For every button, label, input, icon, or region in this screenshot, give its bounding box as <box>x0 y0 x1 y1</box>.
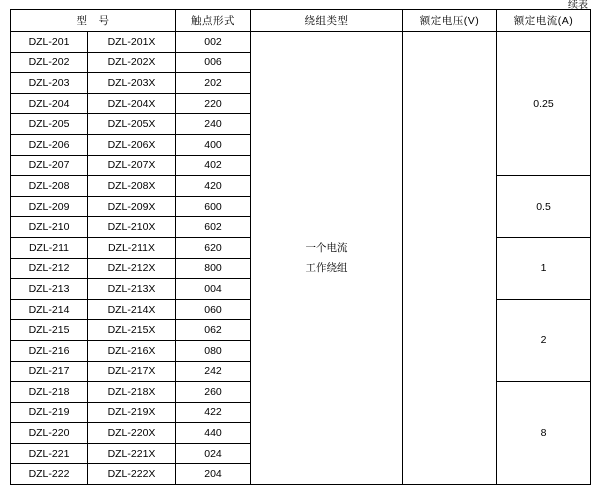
cell-rated-current: 2 <box>497 299 591 381</box>
cell-model-b: DZL-209X <box>88 196 176 217</box>
cell-contact-form: 202 <box>176 73 251 94</box>
cell-contact-form: 400 <box>176 134 251 155</box>
cell-model-a: DZL-216 <box>11 340 88 361</box>
cell-model-b: DZL-207X <box>88 155 176 176</box>
cell-model-a: DZL-202 <box>11 52 88 73</box>
cell-contact-form: 620 <box>176 237 251 258</box>
cell-model-a: DZL-207 <box>11 155 88 176</box>
cell-model-a: DZL-222 <box>11 464 88 485</box>
cell-winding-type <box>251 32 403 485</box>
cell-model-a: DZL-221 <box>11 443 88 464</box>
cell-model-b: DZL-212X <box>88 258 176 279</box>
cell-contact-form: 242 <box>176 361 251 382</box>
cell-contact-form: 024 <box>176 443 251 464</box>
winding-line-1: 一个电流 <box>305 242 348 255</box>
cell-model-b: DZL-213X <box>88 279 176 300</box>
cell-contact-form: 006 <box>176 52 251 73</box>
cell-contact-form: 080 <box>176 340 251 361</box>
cell-contact-form: 004 <box>176 279 251 300</box>
cell-model-a: DZL-211 <box>11 237 88 258</box>
cell-model-b: DZL-210X <box>88 217 176 238</box>
cell-rated-current: 0.25 <box>497 32 591 176</box>
cell-contact-form: 260 <box>176 382 251 403</box>
cell-model-a: DZL-213 <box>11 279 88 300</box>
cell-contact-form: 204 <box>176 464 251 485</box>
specification-table <box>10 9 591 485</box>
cell-contact-form: 240 <box>176 114 251 135</box>
cell-model-b: DZL-217X <box>88 361 176 382</box>
cell-model-a: DZL-205 <box>11 114 88 135</box>
cell-contact-form: 402 <box>176 155 251 176</box>
cell-model-b: DZL-202X <box>88 52 176 73</box>
cell-contact-form: 422 <box>176 402 251 423</box>
winding-line-2: 工作绕组 <box>305 262 348 275</box>
cell-model-b: DZL-216X <box>88 340 176 361</box>
cell-rated-voltage <box>403 32 497 485</box>
cell-model-b: DZL-204X <box>88 93 176 114</box>
table-header-row <box>11 10 591 32</box>
cell-model-b: DZL-221X <box>88 443 176 464</box>
cell-model-b: DZL-201X <box>88 32 176 53</box>
cell-model-b: DZL-203X <box>88 73 176 94</box>
cell-contact-form: 800 <box>176 258 251 279</box>
cell-contact-form: 600 <box>176 196 251 217</box>
cell-rated-current: 8 <box>497 382 591 485</box>
cell-contact-form: 420 <box>176 176 251 197</box>
cell-model-a: DZL-214 <box>11 299 88 320</box>
header-contact-form: 触点形式 <box>176 10 251 32</box>
cell-contact-form: 602 <box>176 217 251 238</box>
continued-table-label: 续表 <box>568 0 588 11</box>
cell-model-b: DZL-206X <box>88 134 176 155</box>
cell-model-a: DZL-219 <box>11 402 88 423</box>
cell-model-b: DZL-214X <box>88 299 176 320</box>
cell-model-a: DZL-217 <box>11 361 88 382</box>
cell-model-a: DZL-212 <box>11 258 88 279</box>
cell-model-b: DZL-215X <box>88 320 176 341</box>
cell-model-b: DZL-205X <box>88 114 176 135</box>
cell-model-a: DZL-201 <box>11 32 88 53</box>
cell-model-a: DZL-215 <box>11 320 88 341</box>
table-body <box>11 32 591 485</box>
cell-contact-form: 062 <box>176 320 251 341</box>
cell-contact-form: 220 <box>176 93 251 114</box>
cell-model-b: DZL-211X <box>88 237 176 258</box>
header-model: 型 号 <box>11 10 176 32</box>
cell-model-b: DZL-220X <box>88 423 176 444</box>
header-rated-voltage: 额定电压(V) <box>403 10 497 32</box>
header-rated-current: 额定电流(A) <box>497 10 591 32</box>
cell-model-b: DZL-208X <box>88 176 176 197</box>
cell-model-a: DZL-218 <box>11 382 88 403</box>
cell-model-b: DZL-222X <box>88 464 176 485</box>
cell-model-a: DZL-208 <box>11 176 88 197</box>
cell-model-a: DZL-206 <box>11 134 88 155</box>
header-winding-type: 绕组类型 <box>251 10 403 32</box>
cell-contact-form: 002 <box>176 32 251 53</box>
cell-model-b: DZL-219X <box>88 402 176 423</box>
cell-rated-current: 1 <box>497 237 591 299</box>
table-row <box>11 32 591 53</box>
cell-contact-form: 060 <box>176 299 251 320</box>
cell-model-a: DZL-220 <box>11 423 88 444</box>
cell-model-b: DZL-218X <box>88 382 176 403</box>
cell-model-a: DZL-204 <box>11 93 88 114</box>
cell-model-a: DZL-203 <box>11 73 88 94</box>
cell-contact-form: 440 <box>176 423 251 444</box>
cell-model-a: DZL-209 <box>11 196 88 217</box>
cell-rated-current: 0.5 <box>497 176 591 238</box>
cell-model-a: DZL-210 <box>11 217 88 238</box>
